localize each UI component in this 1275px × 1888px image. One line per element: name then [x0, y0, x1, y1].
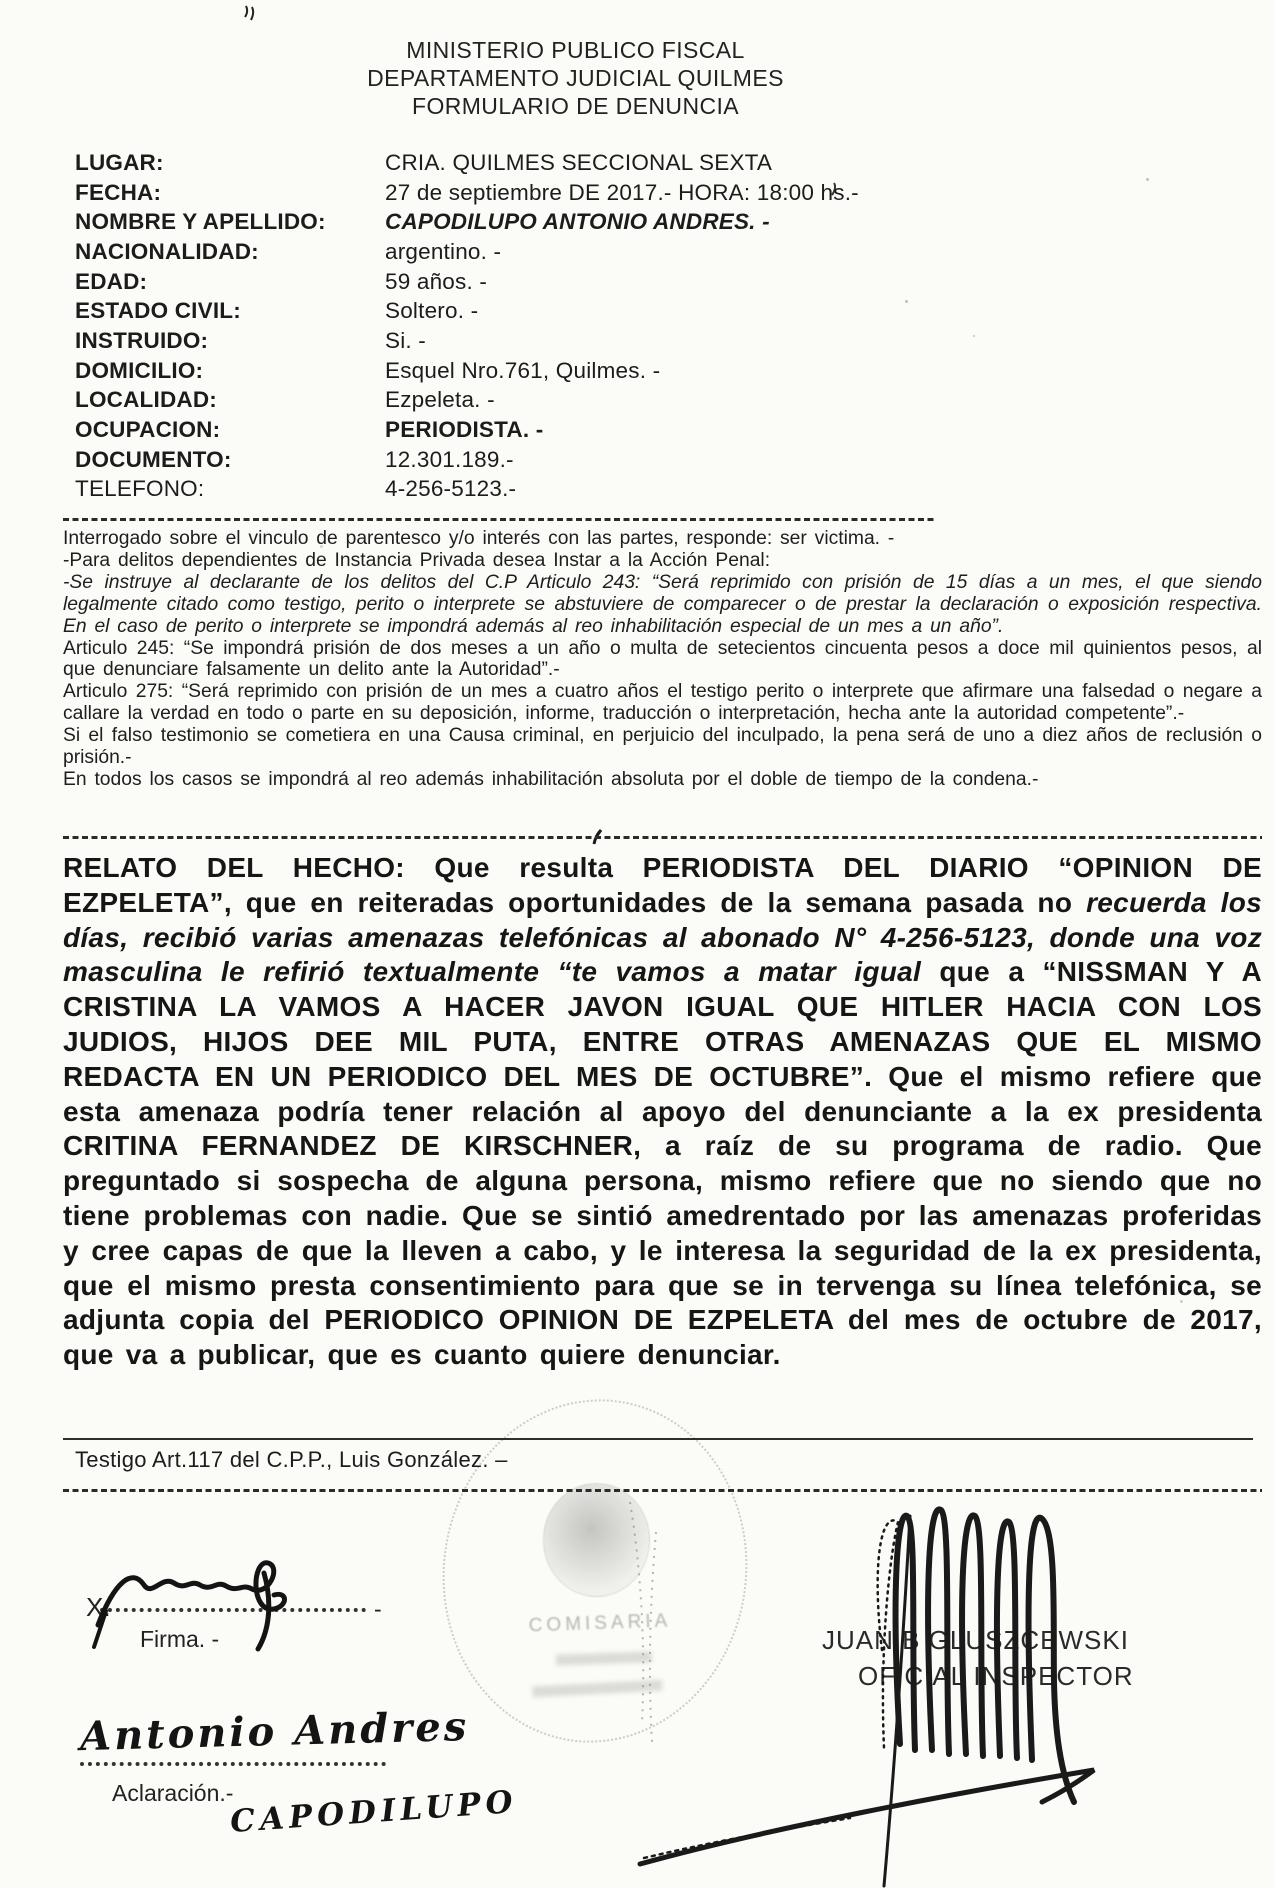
- preamble-articulo-275: Articulo 275: “Será reprimido con prisión de un mes a cuatro años el testigo perito o interprete que afirmare una falsedad o negare a callare la verdad en todo o parte en su deposición, informe, traducción o interpretación, hecha ante la autoridad competente”.-: [63, 681, 1262, 725]
- field-row-localidad: [75, 386, 1255, 416]
- aclaracion-label: Aclaración.-: [112, 1780, 234, 1806]
- field-value: Ezpeleta. -: [385, 387, 495, 413]
- field-label: NOMBRE Y APELLIDO:: [75, 209, 326, 235]
- field-label: ESTADO CIVIL:: [75, 298, 241, 324]
- field-row-nacionalidad: [75, 237, 1255, 267]
- field-row-ocupacion: [75, 415, 1255, 445]
- preamble-articulo-245: Articulo 245: “Se impondrá prisión de dos meses a un año o multa de setecientos cincuenta pesos a doce mil quinientos pesos, al que denunciare falsamente un delito ante la Autoridad”.-: [63, 637, 1262, 681]
- firma-label: Firma. -: [140, 1626, 220, 1652]
- field-label: OCUPACION:: [75, 417, 221, 443]
- field-label: LUGAR:: [75, 149, 164, 175]
- relato-del-hecho: [63, 851, 1262, 1373]
- field-row-edad: [75, 267, 1255, 297]
- official-signature: [600, 1472, 1160, 1888]
- dashed-separator: [63, 518, 935, 521]
- field-value: argentino. -: [385, 238, 502, 264]
- field-value: Soltero. -: [385, 298, 479, 324]
- relato-part2: recuerda los días, recibió varias amenazas telefónicas al abonado N° 4-256-5123, donde una voz masculina le refirió textualmente “te vamos a matar igual: [63, 886, 1262, 988]
- field-row-fecha: [75, 178, 1255, 208]
- x-signature-label: X.: [86, 1592, 111, 1622]
- field-row-lugar: [75, 148, 1255, 178]
- stamp-text: COMISARIA: [528, 1610, 672, 1637]
- header-department: DEPARTAMENTO JUDICIAL QUILMES: [367, 65, 784, 91]
- scan-artifact: [243, 4, 257, 24]
- field-row-instruido: [75, 326, 1255, 356]
- official-name: JUAN B GLUSZCEWSKI: [822, 1625, 1129, 1655]
- declarant-signature: [92, 1553, 322, 1653]
- field-label: DOMICILIO:: [75, 357, 204, 383]
- preamble-falso-testimonio: Si el falso testimonio se cometiera en una Causa criminal, en perjuicio del inculpado, la pena será de uno a diez años de reclusión o prisión.-: [63, 725, 1262, 769]
- legal-preamble: [63, 528, 1262, 791]
- field-value: 59 años. -: [385, 268, 488, 294]
- field-label: EDAD:: [75, 268, 148, 294]
- header-form-title: FORMULARIO DE DENUNCIA: [412, 93, 739, 119]
- field-row-documento: [75, 445, 1255, 475]
- preamble-articulo-243: -Se instruye al declarante de los delitos del C.P Articulo 243: “Será reprimido con prisión de 15 días a un mes, el que siendo legalmente citado como testigo, perito o interprete se abstuviere de comparecer o de prestar la declaración o exposición respectiva. En el caso de perito o interprete se impondrá además al reo inhabilitación especial de un mes a un año”.: [63, 571, 1262, 637]
- witness-line: Testigo Art.117 del C.P.P., Luis González. –: [75, 1447, 508, 1472]
- field-value: 27 de septiembre DE 2017.- HORA: 18:00 hs.-: [385, 179, 859, 205]
- field-value: CAPODILUPO ANTONIO ANDRES. -: [385, 209, 770, 235]
- handwritten-name: Antonio Andres: [79, 1702, 470, 1761]
- field-label: TELEFONO:: [75, 476, 205, 502]
- handwritten-surname: CAPODILUPO: [229, 1784, 519, 1840]
- preamble-inhabilitacion: En todos los casos se impondrá al reo además inhabilitación absoluta por el doble de tiempo de la condena.-: [63, 768, 1039, 790]
- header-institution: MINISTERIO PUBLICO FISCAL: [406, 37, 745, 63]
- field-value: CRIA. QUILMES SECCIONAL SEXTA: [385, 149, 773, 175]
- field-row-telefono: [75, 475, 1255, 505]
- preamble-interrogado: Interrogado sobre el vinculo de parentesco y/o interés con las partes, responde: ser victima. -: [63, 528, 895, 549]
- official-title: OFICIAL INSPECTOR: [858, 1661, 1134, 1691]
- trailing-dash: -: [374, 1596, 382, 1622]
- field-value: Si. -: [385, 327, 427, 353]
- clarification-dotted-line: [80, 1762, 386, 1766]
- preamble-instancia-privada: -Para delitos dependientes de Instancia Privada desea Instar a la Acción Penal:: [63, 549, 771, 571]
- field-label: DOCUMENTO:: [75, 446, 232, 472]
- solid-separator: [63, 1438, 1253, 1440]
- field-value: 4-256-5123.-: [385, 476, 517, 502]
- field-label: INSTRUIDO:: [75, 327, 209, 353]
- field-row-nombre: [75, 207, 1255, 237]
- document-header: [0, 36, 1213, 120]
- field-label: FECHA:: [75, 179, 162, 205]
- field-value: PERIODISTA. -: [385, 417, 544, 443]
- relato-part1: RELATO DEL HECHO: Que resulta PERIODISTA DEL DIARIO “OPINION DE EZPELETA”, que en reiteradas oportunidades de la semana pasada no: [63, 852, 1262, 918]
- identity-fields: [75, 148, 1255, 504]
- field-row-domicilio: [75, 356, 1255, 386]
- relato-part3: que a “NISSMAN Y A CRISTINA LA VAMOS A HACER JAVON IGUAL QUE HITLER HACIA CON LOS JUDIOS, HIJOS DEE MIL PUTA, ENTRE OTRAS AMENAZAS QUE EL MISMO REDACTA EN UN PERIODICO DEL MES DE OCTUBRE”. Que el mismo refiere que esta amenaza podría tener relación al apoyo del denunciante a la ex presidenta CRITINA FERNANDEZ DE KIRSCHNER, a raíz de su programa de radio. Que preguntado si sospecha de alguna persona, mismo refiere que no siendo que no tiene problemas con nadie. Que se sintió amedrentado por las amenazas proferidas y cree capas de que la lleven a cabo, y le interesa la seguridad de la ex presidenta, que el mismo presta consentimiento para que se in tervenga su línea telefónica, se adjunta copia del PERIODICO OPINION DE EZPELETA del mes de octubre de 2017, que va a publicar, que es cuanto quiere denunciar.: [63, 956, 1262, 1371]
- dashed-separator: [63, 836, 1262, 839]
- field-row-estado-civil: [75, 296, 1255, 326]
- field-value: Esquel Nro.761, Quilmes. -: [385, 357, 661, 383]
- field-value: 12.301.189.-: [385, 446, 514, 472]
- field-label: NACIONALIDAD:: [75, 238, 259, 264]
- field-label: LOCALIDAD:: [75, 387, 217, 413]
